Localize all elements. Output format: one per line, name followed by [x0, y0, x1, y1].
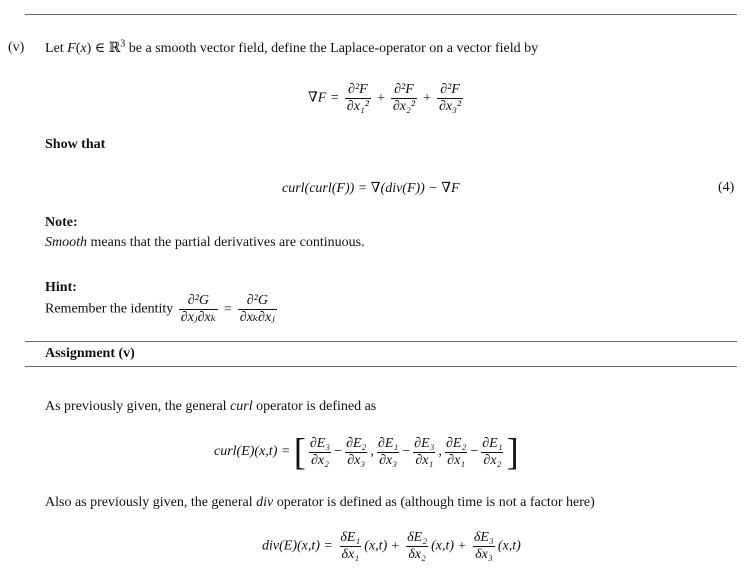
note-text: Smooth means that the partial derivatives are continuous. — [45, 235, 365, 250]
hint-text: Remember the identity $\frac{\text{∂²G}}{\text{∂xⱼ∂xₖ}}$ = $\frac{\text{∂²G}}{\text{∂xₖ∂xⱼ}}$ — [45, 293, 275, 325]
curl-definition: curl(E)(x,t) = [ $\frac{\text{∂E₃}}{\text{∂x₂}}$ − $\frac{\text{∂E₂}}{\text{∂x₃}}$ , $\frac{\text{∂E₁}}{\text{∂x₃}}$ − $\frac{\text{∂E₃}}{\text{∂x₁}}$ , $\frac{\text{∂E₂}}{\text{∂x₁}}$ − $\frac{\text{∂E₁}}{\text{∂x₂}}$ ] — [214, 431, 519, 473]
div-intro: Also as previously given, the general div operator is defined as (although time is not a factor here) — [45, 495, 595, 510]
hint-title: Hint: — [45, 280, 77, 295]
laplace-term-1: $\frac{\text{∂²F}}{\text{∂x₁²}}$ — [346, 82, 369, 114]
show-that-heading: Show that — [45, 137, 106, 152]
assignment-rule-top — [25, 341, 737, 342]
div-definition: div(E)(x,t) = $\frac{\text{δE₁}}{\text{δx₁}}$ (x,t) + $\frac{\text{δE₂}}{\text{δx₂}}$ (x,t) + $\frac{\text{δE₃}}{\text{δx₃}}$ (x,t) — [262, 530, 521, 562]
note-title: Note: — [45, 215, 78, 230]
top-rule — [25, 14, 737, 15]
assignment-rule-bottom — [25, 366, 737, 367]
assignment-heading: Assignment (v) — [45, 346, 135, 361]
laplace-term-2: $\frac{\text{∂²F}}{\text{∂x₂²}}$ — [392, 82, 416, 114]
curl-intro: As previously given, the general curl operator is defined as — [45, 399, 377, 414]
laplace-term-3: $\frac{\text{∂²F}}{\text{∂x₃²}}$ — [439, 82, 462, 114]
laplace-definition: ∇F = $\frac{\text{∂²F}}{\text{∂x₁²}}$ + $\frac{\text{∂²F}}{\text{∂x₂²}}$ + $\frac{\text{∂²F}}{\text{∂x₃²}}$ — [308, 82, 462, 114]
problem-label: (v) — [8, 40, 25, 55]
problem-intro: Let F(x) ∈ ℝ$^3$ be a smooth vector field, define the Laplace-operator on a vector field by — [45, 38, 539, 56]
equation-number: (4) — [718, 180, 735, 195]
identity-equation: curl(curl(F)) = ∇(div(F)) − ∇F — [282, 181, 460, 196]
